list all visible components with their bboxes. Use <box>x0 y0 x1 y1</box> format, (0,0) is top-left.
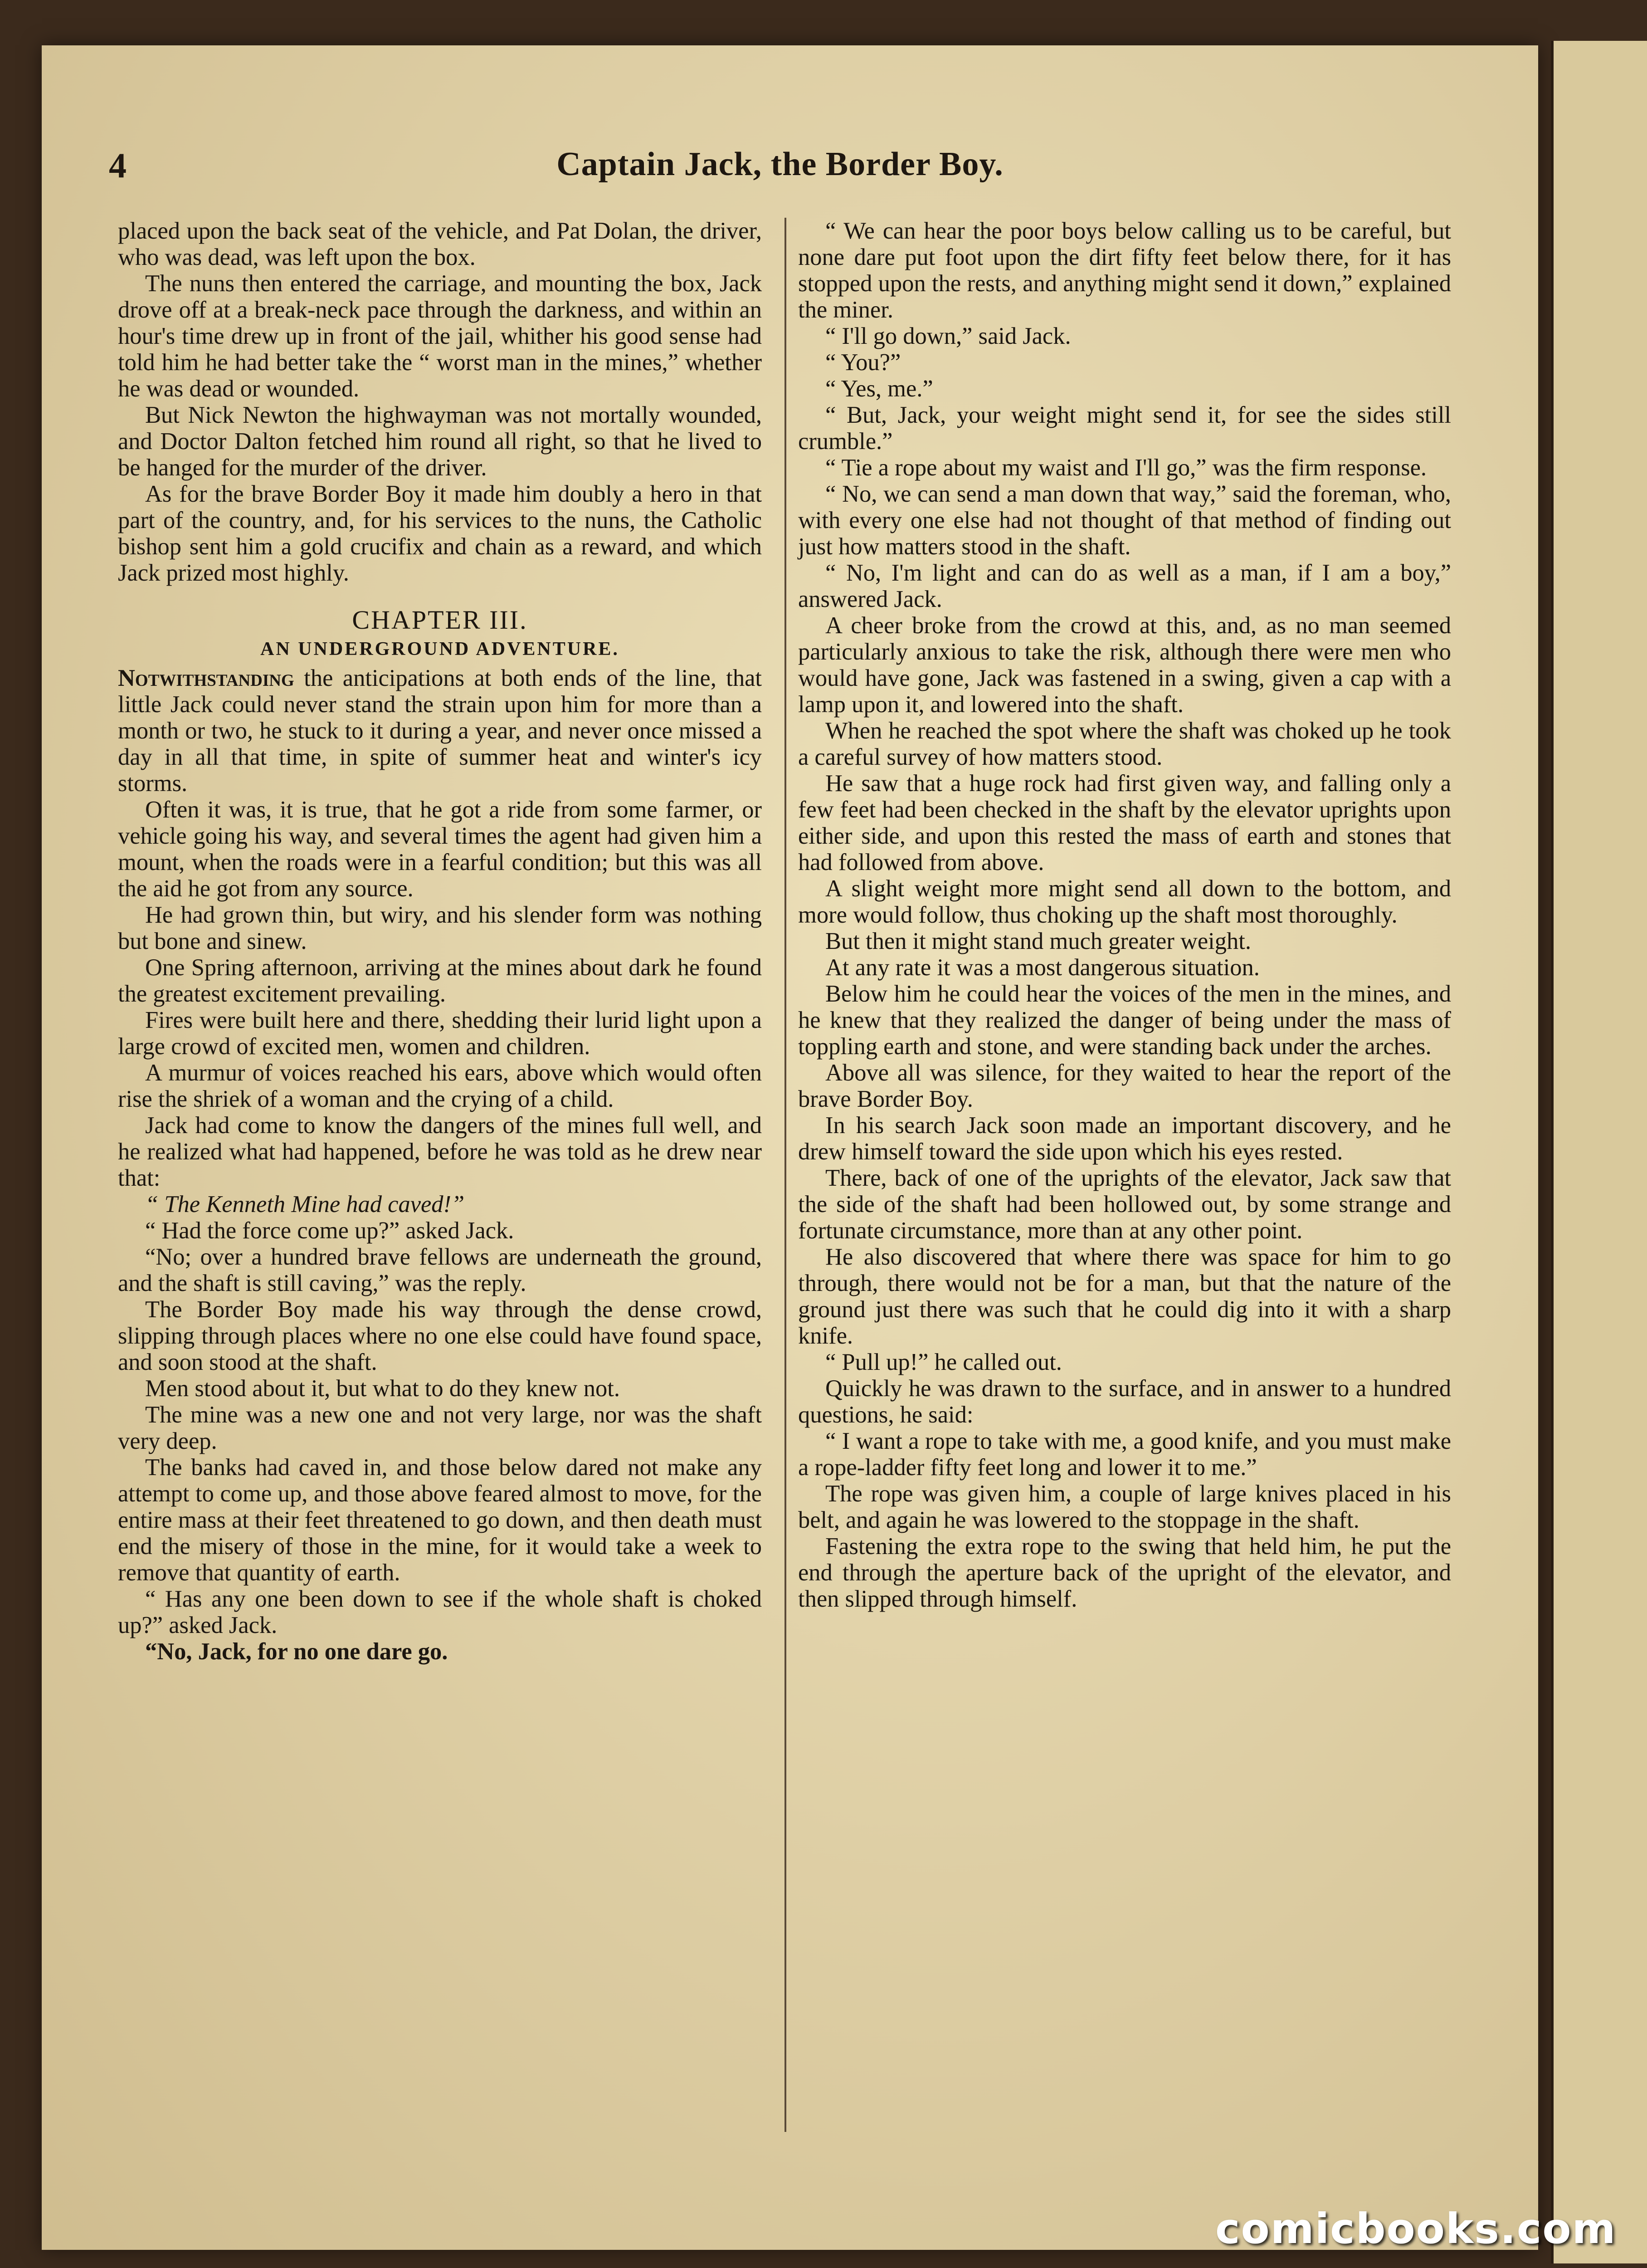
paragraph: “ I want a rope to take with me, a good knife, and you must make a rope-ladder fifty feet long and lower it to me.” <box>798 1428 1451 1481</box>
paragraph: Below him he could hear the voices of the men in the mines, and he knew that they realized the danger of being under the mass of toppling earth and stone, and were standing back under the arches. <box>798 981 1451 1060</box>
paragraph: Jack had come to know the dangers of the mines full well, and he realized what had happened, before he was told as he drew near that: <box>118 1112 762 1191</box>
paragraph: One Spring afternoon, arriving at the mines about dark he found the greatest excitement prevailing. <box>118 954 762 1007</box>
paragraph: Often it was, it is true, that he got a ride from some farmer, or vehicle going his way, and several times the agent had given him a mount, when the roads were in a fearful condition; but this was all the aid he got from any source. <box>118 797 762 902</box>
paragraph: When he reached the spot where the shaft was choked up he took a careful survey of how matters stood. <box>798 718 1451 770</box>
paragraph: But then it might stand much greater weight. <box>825 928 1251 954</box>
paragraph: Above all was silence, for they waited to hear the report of the brave Border Boy. <box>798 1060 1451 1112</box>
paragraph: Fires were built here and there, shedding their lurid light upon a large crowd of excited men, women and children. <box>118 1007 762 1060</box>
chapter-title: CHAPTER III. <box>352 605 528 635</box>
lead-word: Notwithstanding <box>118 665 294 691</box>
paragraph: Fastening the extra rope to the swing that held him, he put the end through the aperture back of the upright of the elevator, and then slipped through himself. <box>798 1533 1451 1612</box>
paragraph <box>118 665 762 797</box>
paragraph: In his search Jack soon made an important discovery, and he drew himself toward the side upon which his eyes rested. <box>798 1112 1451 1165</box>
paragraph: But Nick Newton the highwayman was not mortally wounded, and Doctor Dalton fetched him round all right, so that he lived to be hanged for the murder of the driver. <box>118 402 762 481</box>
paragraph: A slight weight more might send all down to the bottom, and more would follow, thus choking up the shaft most thoroughly. <box>798 875 1451 928</box>
page-number: 4 <box>109 146 127 185</box>
paragraph: “ Had the force come up?” asked Jack. <box>145 1217 514 1244</box>
paragraph: The banks had caved in, and those below dared not make any attempt to come up, and those above feared almost to move, for the entire mass at their feet threatened to go down, and then death must end the misery of those in the mine, for it would take a week to remove that quantity of earth. <box>118 1454 762 1586</box>
column-divider <box>785 218 786 2132</box>
paragraph: He saw that a huge rock had first given way, and falling only a few feet had been checked in the shaft by the elevator uprights upon either side, and upon this rested the mass of earth and stones that had followed from above. <box>798 770 1451 875</box>
paragraph: He also discovered that where there was space for him to go through, there would not be for a man, but that the nature of the ground just there was such that he could dig into it with a sharp knife. <box>798 1244 1451 1349</box>
paragraph: The rope was given him, a couple of large knives placed in his belt, and again he was lowered to the stoppage in the shaft. <box>798 1481 1451 1533</box>
paragraph: There, back of one of the uprights of the elevator, Jack saw that the side of the shaft had been hollowed out, by some strange and fortunate circumstance, more than at any other point. <box>798 1165 1451 1244</box>
paragraph: At any rate it was a most dangerous situation. <box>825 954 1260 981</box>
paragraph: The Border Boy made his way through the dense crowd, slipping through places where no one else could have found space, and soon stood at the shaft. <box>118 1296 762 1375</box>
paragraph: The mine was a new one and not very large, nor was the shaft very deep. <box>118 1402 762 1454</box>
paragraph: Quickly he was drawn to the surface, and in answer to a hundred questions, he said: <box>798 1375 1451 1428</box>
paragraph: “ The Kenneth Mine had caved!” <box>145 1191 465 1217</box>
paragraph: “ You?” <box>825 349 901 376</box>
paragraph: A cheer broke from the crowd at this, and, as no man seemed particularly anxious to take the risk, although there were men who would have gone, Jack was fastened in a swing, given a cap with a lamp upon it, and lowered into the shaft. <box>798 612 1451 718</box>
paragraph: The nuns then entered the carriage, and mounting the box, Jack drove off at a break-neck pace through the darkness, and within an hour's time drew up in front of the jail, whither his good sense had told him he had better take the “ worst man in the mines,” whether he was dead or wounded. <box>118 270 762 402</box>
paragraph: “ Pull up!” he called out. <box>825 1349 1062 1375</box>
paragraph: “ We can hear the poor boys below calling us to be careful, but none dare put foot upon the dirt fifty feet below there, for it has stopped upon the rests, and anything might send it down,” explained the miner. <box>798 218 1451 323</box>
paragraph: A murmur of voices reached his ears, above which would often rise the shriek of a woman and the crying of a child. <box>118 1060 762 1112</box>
watermark-logo: comicbooks.com <box>1215 2204 1617 2253</box>
paragraph: “ Has any one been down to see if the whole shaft is choked up?” asked Jack. <box>118 1586 762 1638</box>
right-column <box>798 218 1451 1612</box>
facing-page-edge <box>1551 41 1647 2263</box>
paragraph: As for the brave Border Boy it made him doubly a hero in that part of the country, and, for his services to the nuns, the Catholic bishop sent him a gold crucifix and chain as a reward, and which Jack prized most highly. <box>118 481 762 586</box>
paragraph: “ No, we can send a man down that way,” said the foreman, who, with every one else had not thought of that method of finding out just how matters stood in the shaft. <box>798 481 1451 560</box>
running-title: Captain Jack, the Border Boy. <box>556 146 1004 183</box>
paragraph: “No, Jack, for no one dare go. <box>145 1638 448 1665</box>
paragraph: “No; over a hundred brave fellows are underneath the ground, and the shaft is still caving,” was the reply. <box>118 1244 762 1296</box>
paragraph: “ No, I'm light and can do as well as a man, if I am a boy,” answered Jack. <box>798 560 1451 612</box>
chapter-subtitle: AN UNDERGROUND ADVENTURE. <box>260 639 619 660</box>
paragraph: placed upon the back seat of the vehicle, and Pat Dolan, the driver, who was dead, was left upon the box. <box>118 218 762 270</box>
paragraph: “ Tie a rope about my waist and I'll go,” was the firm response. <box>825 455 1427 481</box>
paragraph: Men stood about it, but what to do they knew not. <box>145 1375 620 1402</box>
paragraph: “ But, Jack, your weight might send it, for see the sides still crumble.” <box>798 402 1451 455</box>
paragraph-text: the anticipations at both ends of the line, that little Jack could never stand the strain upon him for more than a month or two, he stuck to it during a year, and never once missed a day in all that time, in spite of summer heat and winter's icy storms. <box>118 665 762 797</box>
paragraph: “ I'll go down,” said Jack. <box>825 323 1071 349</box>
left-column <box>118 218 762 1665</box>
paragraph: He had grown thin, but wiry, and his slender form was nothing but bone and sinew. <box>118 902 762 954</box>
chapter-heading <box>118 607 762 662</box>
paragraph: “ Yes, me.” <box>825 376 933 402</box>
page-header <box>109 136 1451 200</box>
